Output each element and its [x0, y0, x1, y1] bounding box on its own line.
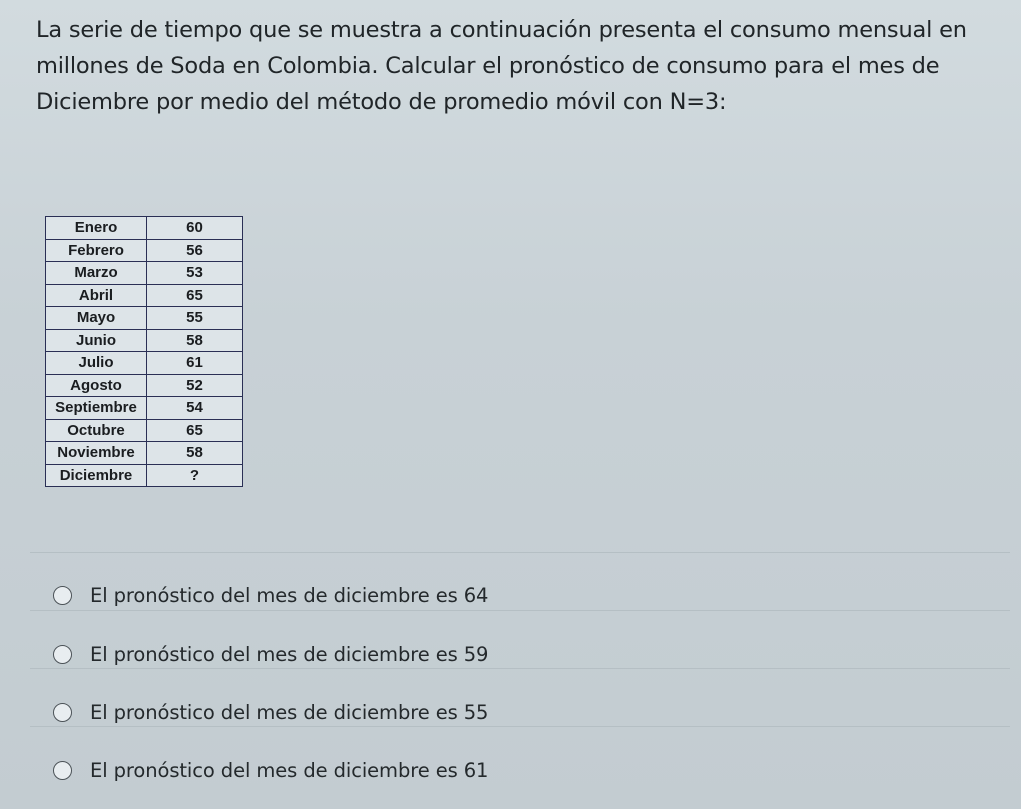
option-divider: [30, 610, 1010, 611]
value-cell: 54: [147, 397, 243, 420]
answer-option-59[interactable]: [53, 639, 488, 669]
month-cell: Octubre: [46, 419, 147, 442]
month-cell: Noviembre: [46, 442, 147, 465]
table-row: [46, 374, 243, 397]
radio-button[interactable]: [53, 761, 72, 780]
value-cell: 56: [147, 239, 243, 262]
month-cell: Marzo: [46, 262, 147, 285]
radio-button[interactable]: [53, 645, 72, 664]
value-cell: ?: [147, 464, 243, 487]
table-row: [46, 442, 243, 465]
table-row: [46, 284, 243, 307]
table-row: [46, 397, 243, 420]
table-row: [46, 217, 243, 240]
month-cell: Febrero: [46, 239, 147, 262]
answer-option-64[interactable]: [53, 580, 488, 610]
value-cell: 55: [147, 307, 243, 330]
answer-option-61[interactable]: [53, 755, 488, 785]
value-cell: 58: [147, 442, 243, 465]
month-cell: Enero: [46, 217, 147, 240]
answer-option-label: El pronóstico del mes de diciembre es 55: [90, 700, 489, 724]
question-text: La serie de tiempo que se muestra a continuación presenta el consumo mensual en millones de Soda en Colombia. Calcular el pronóstico de consumo para el mes de Diciembre por medio del método de promedio móvil con N=3:: [36, 17, 967, 115]
table-row: [46, 239, 243, 262]
radio-button[interactable]: [53, 703, 72, 722]
month-cell: Septiembre: [46, 397, 147, 420]
table-row: [46, 329, 243, 352]
month-cell: Mayo: [46, 307, 147, 330]
month-cell: Julio: [46, 352, 147, 375]
value-cell: 52: [147, 374, 243, 397]
value-cell: 60: [147, 217, 243, 240]
value-cell: 58: [147, 329, 243, 352]
table-row: [46, 262, 243, 285]
radio-button[interactable]: [53, 586, 72, 605]
value-cell: 61: [147, 352, 243, 375]
table-row: [46, 464, 243, 487]
value-cell: 65: [147, 284, 243, 307]
month-cell: Junio: [46, 329, 147, 352]
table-row: [46, 419, 243, 442]
option-divider: [30, 726, 1010, 727]
month-cell: Agosto: [46, 374, 147, 397]
answer-option-label: El pronóstico del mes de diciembre es 59: [90, 642, 489, 666]
value-cell: 65: [147, 419, 243, 442]
month-cell: Abril: [46, 284, 147, 307]
option-divider: [30, 668, 1010, 669]
value-cell: 53: [147, 262, 243, 285]
option-divider: [30, 552, 1010, 553]
answer-option-55[interactable]: [53, 697, 488, 727]
answer-option-label: El pronóstico del mes de diciembre es 61: [90, 758, 489, 782]
table-row: [46, 307, 243, 330]
month-cell: Diciembre: [46, 464, 147, 487]
answer-option-label: El pronóstico del mes de diciembre es 64: [90, 583, 489, 607]
table-row: [46, 352, 243, 375]
consumption-table: [45, 216, 243, 487]
